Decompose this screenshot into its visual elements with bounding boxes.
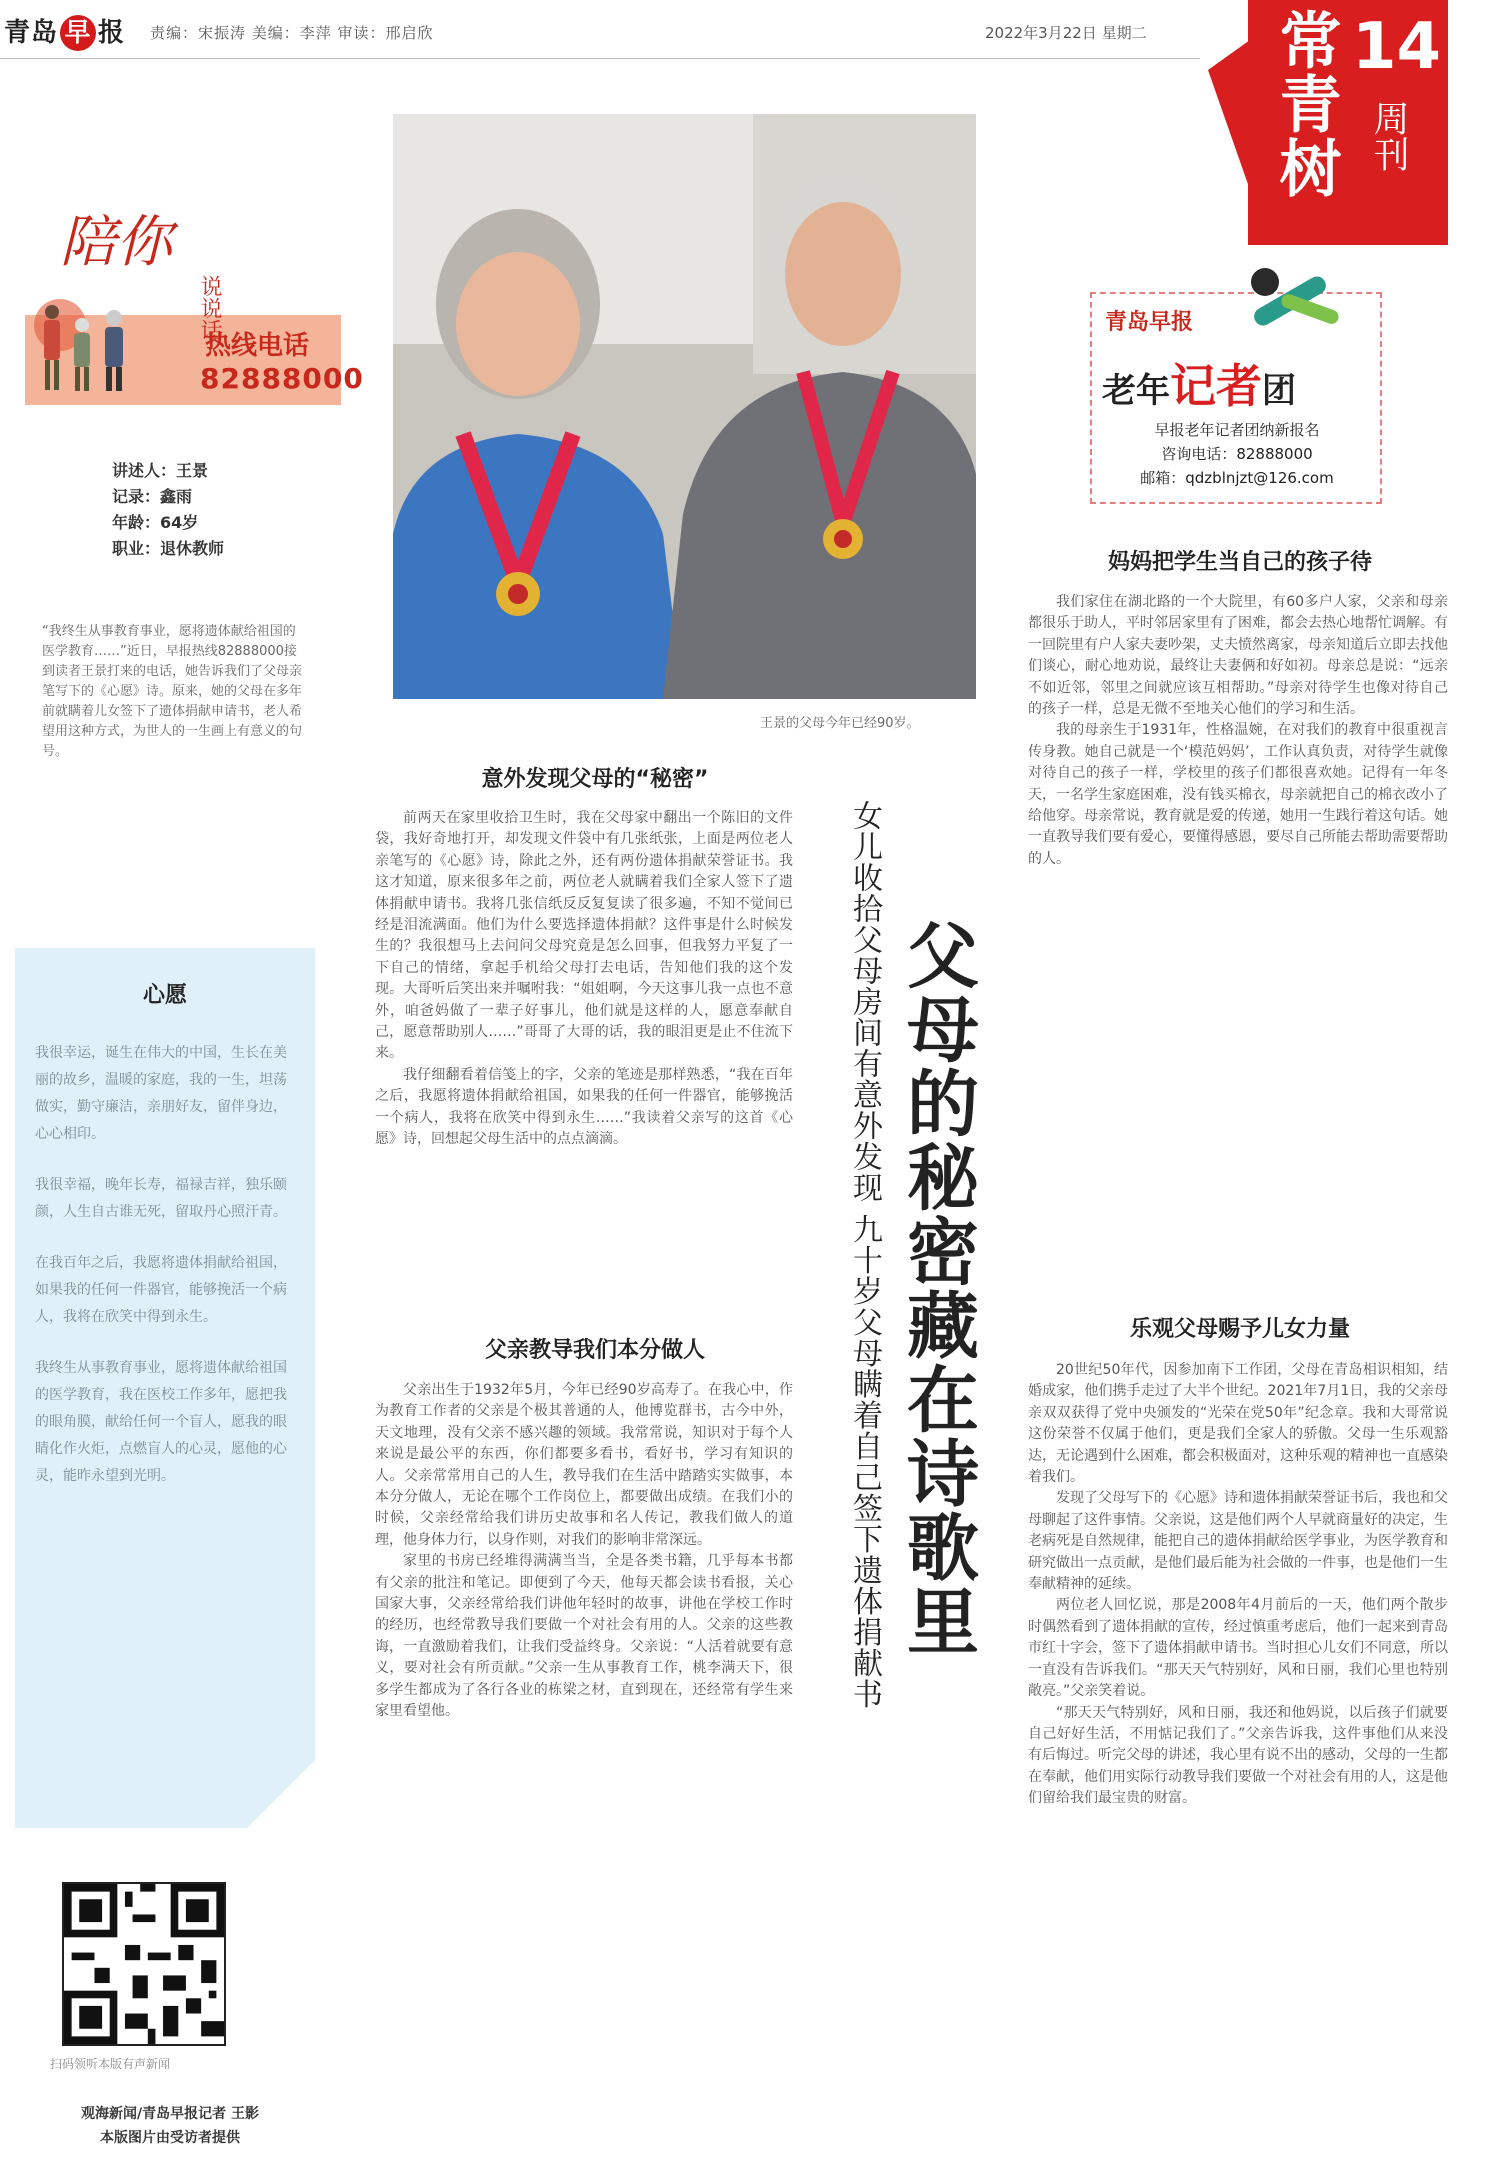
section-heading: 意外发现父母的“秘密” (481, 767, 709, 792)
section-heading: 妈妈把学生当自己的孩子待 (1107, 550, 1372, 575)
newspaper-logo: 青岛 早 报 (4, 12, 125, 51)
banner-flag-tip (1208, 40, 1250, 190)
paragraph: “那天天气特别好，风和日丽，我还和他妈说，以后孩子们就要自己好好生活，不用惦记我们了。”父亲告诉我，这件事他们从来没有后悔过。听完父母的讲述，我心里有说不出的感动，父母的一生都在奉献，他们用实际行动教导我们要做一个对社会有用的人，这是他们留给我们最宝贵的财富。 (1028, 1704, 1448, 1807)
photo-caption: 王景的父母今年已经90岁。 (760, 716, 920, 731)
narrator-line: 职业：退休教师 (112, 539, 225, 558)
narrator-info (112, 458, 224, 562)
wish-title: 心愿 (142, 983, 187, 1008)
qr-caption: 扫码领听本版有声新闻 (50, 2057, 171, 2071)
column-title: 陪你 (60, 210, 172, 275)
article-body (1028, 592, 1448, 1282)
column-subtitle: 说说话 (197, 275, 222, 341)
article-body (375, 1380, 793, 2140)
poem-stanza: 我终生从事教育事业，愿将遗体献给祖国的医学教育，我在医校工作多年，愿把我的眼角膜，献给任何一个盲人，愿我的眼睛化作火炬，点燃盲人的心灵，愿他的心灵，能昨永望到光明。 (35, 1360, 287, 1484)
family-figures-icon (30, 270, 150, 400)
issue-date: 2022年3月22日 星期二 (985, 24, 1147, 42)
paragraph: 发现了父母写下的《心愿》诗和遗体捐献荣誉证书后，我也和父母聊起了这件事情。父亲说，这是他们两个人早就商量好的决定，生老病死是自然规律，能把自己的遗体捐献给医学事业，为医学教育和研究做出一点贡献，是他们最后能为社会做的一件事，也是他们一生奉献精神的延续。 (1028, 1490, 1448, 1593)
paragraph: 两位老人回忆说，那是2008年4月前后的一天，他们两个散步时偶然看到了遗体捐献的宣传，经过慎重考虑后，他们一起来到青岛市红十字会，签下了遗体捐献申请书。当时担心儿女们不同意，所以一直没有告诉我们。“那天天气特别好，风和日丽，我们心里也特别敞亮。”父亲笑着说。 (1028, 1597, 1448, 1700)
poem-stanza: 我很幸运，诞生在伟大的中国，生长在美丽的故乡，温暖的家庭，我的一生，坦荡做实，勤守廉洁，亲朋好友，留伴身边，心心相印。 (35, 1045, 287, 1142)
hotline-label: 热线电话 (205, 331, 310, 361)
panel-corner-cut (245, 1760, 315, 1830)
paragraph: 前两天在家里收拾卫生时，我在父母家中翻出一个陈旧的文件袋，我好奇地打开，却发现文件袋中有几张纸张，上面是两位老人亲笔写的《心愿》诗，除此之外，还有两份遗体捐献荣誉证书。我这才知道，原来很多年之前，两位老人就瞒着我们全家人签下了遗体捐献申请书。我将几张信纸反反复复读了很多遍，不知不觉间已经是泪流满面。他们为什么要选择遗体捐献？这件事是什么时候发生的？我很想马上去问问父母究竟是怎么回事，但我努力平复了一下自己的情绪，拿起手机给父母打去电话，告知他们我的这个发现。大哥听后笑出来并嘱咐我：“姐姐啊，今天这事儿我一点也不意外，咱爸妈做了一辈子好事儿，他们就是这样的人，愿意奉献自己，愿意帮助别人……”哥哥了大哥的话，我的眼泪更是止不住流下来。 (375, 810, 793, 1062)
intro-text: “我终生从事教育事业，愿将遗体献给祖国的医学教育……”近日，早报热线82888000接到读者王景打来的电话，她告诉我们了父母亲笔写下的《心愿》诗。原来，她的父母在多年前就瞒着儿女签下了遗体捐献申请书，老人希望用这种方式，为世人的一生画上有意义的句号。 (42, 624, 303, 759)
wish-poem (35, 1040, 300, 1514)
section-heading: 乐观父母赐予儿女力量 (1129, 1317, 1350, 1342)
staff-line: 责编：宋振涛 美编：李萍 审读：邢启欣 (150, 24, 434, 42)
paragraph: 我们家住在湖北路的一个大院里，有60多户人家，父亲和母亲都很乐于助人，平时邻居家里有了困难，都会去热心地帮忙调解。有一回院里有户人家夫妻吵架，丈夫愤然离家，母亲知道后立即去找他们谈心，耐心地劝说，最终让夫妻俩和好如初。母亲总是说：“远亲不如近邻，邻里之间就应该互相帮助。”母亲对待学生也像对待自己的孩子一样，总是无微不至地关心他们的学习和生活。 (1028, 594, 1448, 718)
info-line: 邮箱：qdzblnjzt@126.com (1140, 469, 1334, 487)
narrator-line: 年龄：64岁 (112, 513, 199, 532)
hotline-number: 82888000 (200, 362, 364, 395)
section-title: 常青树 (1269, 8, 1342, 200)
paragraph: 父亲出生于1932年5月，今年已经90岁高寿了。在我心中，作为教育工作者的父亲是个极其普通的人，他博览群书，古今中外，天文地理，没有父亲不感兴趣的领域。我常常说，知识对于每个人来说是最公平的东西，你们都要多看书，看好书，学习有知识的人。父亲常常用自己的人生，教导我们在生活中踏踏实实做事，本本分分做人，无论在哪个工作岗位上，都要做出成绩。在我们小的时候，父亲经常给我们讲历史故事和名人传记，教我们做人的道理，他身体力行，以身作则，对我们的影响非常深远。 (375, 1382, 793, 1548)
reporter-brand: 青岛早报 (1105, 310, 1194, 335)
byline-photo-credit: 本版图片由受访者提供 (100, 2130, 240, 2146)
page-number: 14 (1352, 10, 1442, 84)
poem-stanza: 在我百年之后，我愿将遗体捐献给祖国，如果我的任何一件器官，能够挽活一个病人，我将在欣笑中得到永生。 (35, 1255, 287, 1325)
byline-reporter: 观海新闻/青岛早报记者 王影 (81, 2106, 259, 2122)
paragraph: 家里的书房已经堆得满满当当，全是各类书籍，几乎每本书都有父亲的批注和笔记。即便到了今天，他每天都会读书看报，关心国家大事，父亲经常给我们讲他年轻时的故事，讲他在学校工作时的经历，也经常教导我们要做一个对社会有用的人。父亲的这些教诲，一直激励着我们，让我们受益终身。父亲说：“人活着就要有意义，要对社会有所贡献。”父亲一生从事教育工作，桃李满天下，很多学生都成为了各行各业的栋梁之材，直到现在，还经常有学生来家里看望他。 (375, 1553, 793, 1720)
narrator-line: 讲述人：王景 (112, 461, 209, 480)
byline (20, 2102, 320, 2150)
header-rule (0, 58, 1200, 59)
paragraph: 我的母亲生于1931年，性格温婉，在对我们的教育中很重视言传身教。她自己就是一个‘模范妈妈’，工作认真负责，对待学生就像对待自己的孩子一样，学校里的孩子们都很喜欢她。记得有一年冬天，一名学生家庭困难，没有钱买棉衣，母亲就把自己的棉衣改小了给他穿。母亲常说，教育就是爱的传递，她用一生践行着这句话。她一直教导我们要有爱心，要懂得感恩，要尽自己所能去帮助需要帮助的人。 (1028, 722, 1448, 867)
section-heading: 父亲教导我们本分做人 (484, 1338, 705, 1363)
article-body (375, 808, 793, 1348)
narrator-line: 记录：鑫雨 (112, 487, 193, 506)
article-body (1028, 1360, 1448, 2150)
microphone-icon (1230, 262, 1350, 342)
reporter-club-name: 老年记者团 (1102, 359, 1296, 413)
reporter-club-info (1102, 418, 1372, 490)
elderly-couple-photo (393, 114, 976, 699)
article-subheadline: 女儿收拾父母房间有意外发现 九十岁父母瞒着自己签下遗体捐献书 (847, 800, 882, 1710)
paragraph: 我仔细翻看着信笺上的字，父亲的笔迹是那样熟悉，“我在百年之后，我愿将遗体捐献给祖国，如果我的任何一件器官，能够挽活一个病人，我将在欣笑中得到永生……”我读着父亲写的这首《心愿》诗，回想起父母生活中的点点滴滴。 (375, 1066, 793, 1148)
section-type: 周刊 (1368, 100, 1409, 172)
poem-stanza: 我很幸福，晚年长寿，福禄吉祥，独乐颐颜，人生自古谁无死，留取丹心照汗青。 (35, 1177, 287, 1220)
paragraph: 20世纪50年代，因参加南下工作团，父母在青岛相识相知，结婚成家，他们携手走过了大半个世纪。2021年7月1日，我的父亲母亲双双获得了党中央颁发的“光荣在党50年”纪念章。我和大哥常说这份荣誉不仅属于他们，更是我们全家人的骄傲。父母一生乐观豁达，无论遇到什么困难，都会积极面对，这种乐观的精神也一直感染着我们。 (1028, 1362, 1448, 1486)
article-headline: 父母的秘密藏在诗歌里 (895, 918, 979, 1658)
qr-code[interactable] (62, 1882, 226, 2046)
info-line: 早报老年记者团纳新报名 (1154, 421, 1320, 439)
info-line: 咨询电话：82888000 (1161, 445, 1313, 463)
